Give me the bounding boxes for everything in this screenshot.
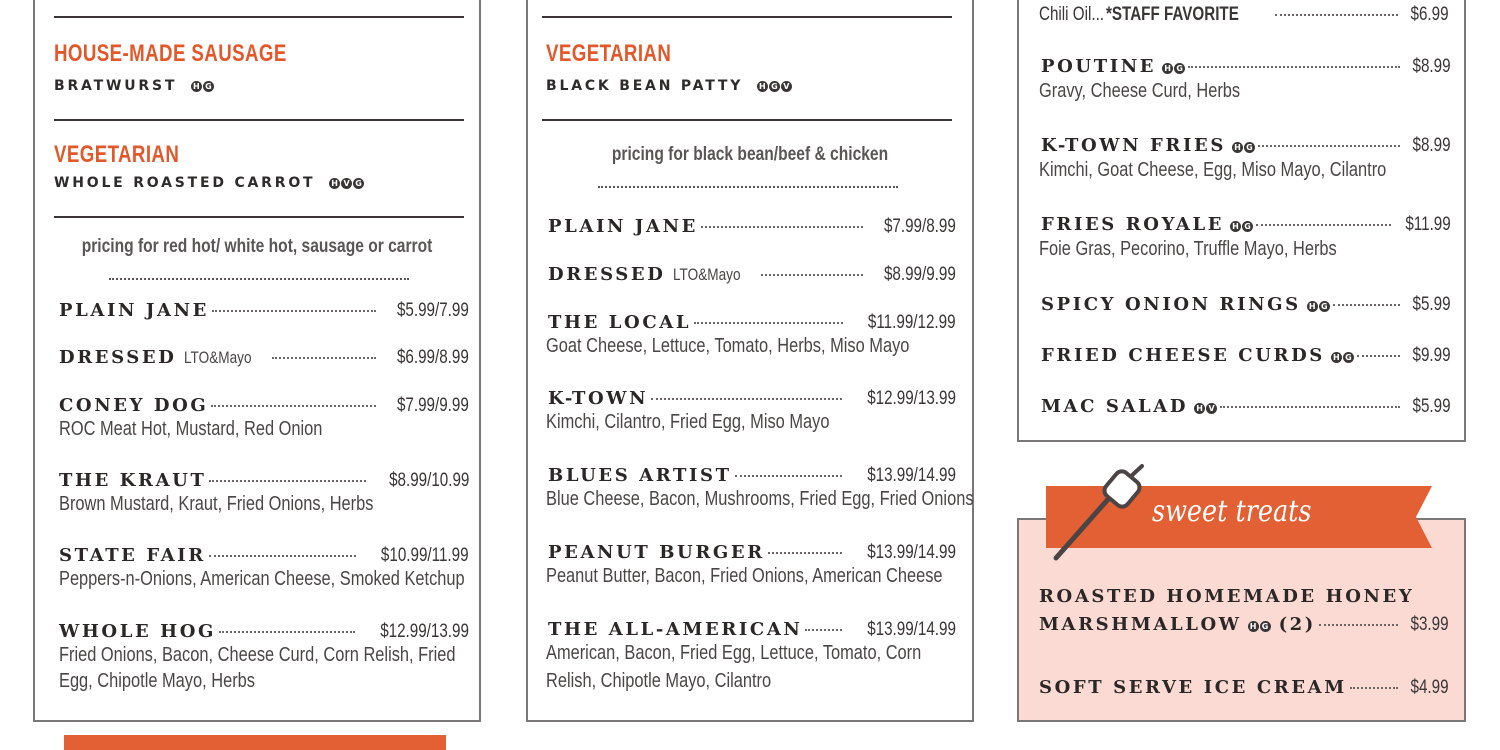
- item-description-tail: Chili Oil...: [1039, 4, 1105, 25]
- item-name: CONEY DOG: [59, 395, 209, 416]
- diet-badges: [1230, 221, 1253, 232]
- item-description: Blue Cheese, Bacon, Mushrooms, Fried Egg, Fried Onions: [546, 488, 974, 510]
- dot-leader: [735, 475, 842, 477]
- item-name: DRESSED: [59, 347, 177, 368]
- item-price: $13.99/14.99: [867, 542, 956, 563]
- item-description: Kimchi, Goat Cheese, Egg, Miso Mayo, Cilantro: [1039, 159, 1387, 181]
- item-description: Goat Cheese, Lettuce, Tomato, Herbs, Miso Mayo: [546, 335, 910, 357]
- diet-badge-icon: G: [1242, 221, 1253, 232]
- item-name: THE ALL-AMERICAN: [548, 619, 803, 640]
- menu-item: [59, 347, 469, 369]
- item-description: Gravy, Cheese Curd, Herbs: [1039, 80, 1241, 102]
- pricing-note: pricing for black bean/beef & chicken: [611, 144, 889, 165]
- menu-item: [1041, 345, 1451, 367]
- item-name: SPICY ONION RINGS: [1041, 294, 1301, 315]
- diet-badges: [1307, 301, 1330, 312]
- dot-leader: [768, 552, 842, 554]
- dotted-separator: [598, 186, 898, 188]
- dot-leader: [1220, 406, 1400, 408]
- item-price: $7.99/8.99: [884, 216, 956, 237]
- item-price: $13.99/14.99: [867, 619, 956, 640]
- dot-leader: [211, 405, 376, 407]
- veg-item-row: [546, 78, 792, 94]
- menu-item: [1041, 214, 1451, 236]
- item-description: Fried Onions, Bacon, Cheese Curd, Corn Relish, Fried: [59, 644, 456, 666]
- item-name: THE LOCAL: [548, 312, 692, 333]
- menu-item: [1039, 677, 1449, 699]
- item-name: SOFT SERVE ICE CREAM: [1039, 677, 1347, 698]
- diet-badges: [1162, 63, 1185, 74]
- category-title-vegetarian: VEGETARIAN: [546, 40, 672, 67]
- item-price: $6.99/8.99: [397, 347, 469, 368]
- divider: [542, 16, 952, 18]
- dot-leader: [209, 480, 365, 482]
- diet-badge-icon: V: [1206, 403, 1217, 414]
- diet-badge-icon: H: [329, 178, 340, 189]
- item-price: $11.99/12.99: [868, 312, 956, 333]
- veg-item-name: BLACK BEAN PATTY: [546, 78, 744, 94]
- item-note: LTO&Mayo: [673, 265, 741, 284]
- diet-badge-icon: G: [353, 178, 364, 189]
- item-price: $5.99/7.99: [397, 300, 469, 321]
- item-description-line2: Relish, Chipotle Mayo, Cilantro: [546, 670, 772, 692]
- veg-item-row: [54, 175, 364, 191]
- diet-badge-icon: G: [203, 81, 214, 92]
- item-name: MAC SALAD: [1041, 396, 1189, 417]
- item-price: $11.99: [1405, 214, 1451, 235]
- menu-item: [1041, 135, 1451, 157]
- category-title-vegetarian: VEGETARIAN: [54, 141, 180, 168]
- menu-item: [548, 465, 956, 487]
- diet-badge-icon: H: [1194, 403, 1205, 414]
- menu-item-continued: [1039, 4, 1449, 26]
- item-price: $8.99: [1412, 135, 1451, 156]
- item-name: POUTINE: [1041, 56, 1157, 77]
- dot-leader: [1258, 145, 1401, 147]
- section-banner-partial: [64, 735, 446, 750]
- dot-leader: [212, 310, 376, 312]
- veg-item-name: WHOLE ROASTED CARROT: [54, 175, 316, 191]
- item-name: THE KRAUT: [59, 470, 207, 491]
- dot-leader: [694, 322, 843, 324]
- item-name: FRIED CHEESE CURDS: [1041, 345, 1325, 366]
- menu-item: [1039, 614, 1449, 636]
- dot-leader: [1350, 687, 1399, 689]
- item-description-line2: Egg, Chipotle Mayo, Herbs: [59, 670, 255, 692]
- item-price: $8.99/9.99: [884, 264, 956, 285]
- diet-badge-icon: G: [1174, 63, 1185, 74]
- pricing-note: pricing for red hot/ white hot, sausage or carrot: [81, 236, 433, 257]
- item-description: Peppers-n-Onions, American Cheese, Smoked Ketchup: [59, 568, 465, 590]
- item-description: Brown Mustard, Kraut, Fried Onions, Herbs: [59, 493, 374, 515]
- diet-badges: [1232, 142, 1255, 153]
- divider: [54, 16, 464, 18]
- diet-badge-icon: V: [341, 178, 352, 189]
- menu-item: [59, 470, 469, 492]
- item-price: $9.99: [1412, 345, 1451, 366]
- menu-panel-burgers: [526, 0, 974, 722]
- diet-badge-icon: H: [1230, 221, 1241, 232]
- diet-badges: [1248, 621, 1271, 632]
- item-name: DRESSED: [548, 264, 666, 285]
- marshmallow-stick-icon: [1048, 460, 1148, 564]
- menu-item: [548, 312, 956, 334]
- item-description: American, Bacon, Fried Egg, Lettuce, Tomato, Corn: [546, 642, 922, 664]
- item-price: $4.99: [1410, 677, 1449, 698]
- item-price: $7.99/9.99: [397, 395, 469, 416]
- item-name: PEANUT BURGER: [548, 542, 765, 563]
- item-description: Peanut Butter, Bacon, Fried Onions, American Cheese: [546, 565, 943, 587]
- menu-item: [59, 300, 469, 322]
- dot-leader: [761, 274, 863, 276]
- diet-badge-icon: H: [1331, 352, 1342, 363]
- diet-badge-icon: V: [781, 81, 792, 92]
- diet-badge-icon: H: [1248, 621, 1259, 632]
- menu-item: [548, 216, 956, 238]
- item-quantity: (2): [1278, 614, 1316, 635]
- dot-leader: [1319, 624, 1399, 626]
- item-price: $3.99: [1410, 614, 1449, 635]
- menu-item: [59, 621, 469, 643]
- item-name-line2: MARSHMALLOW: [1039, 614, 1242, 635]
- dot-leader: [1256, 224, 1391, 226]
- item-price: $13.99/14.99: [867, 465, 956, 486]
- item-price: $12.99/13.99: [380, 621, 469, 642]
- item-price: $6.99: [1410, 4, 1449, 25]
- item-note: LTO&Mayo: [184, 348, 252, 367]
- diet-badge-icon: G: [1319, 301, 1330, 312]
- sausage-item-name: BRATWURST: [54, 78, 178, 94]
- divider: [54, 119, 464, 121]
- menu-item: [59, 545, 469, 567]
- menu-item: [548, 264, 956, 286]
- item-name: PLAIN JANE: [59, 300, 209, 321]
- menu-panel-sides: [1017, 0, 1466, 442]
- item-description: Kimchi, Cilantro, Fried Egg, Miso Mayo: [546, 411, 830, 433]
- dot-leader: [1333, 304, 1401, 306]
- dot-leader: [209, 555, 357, 557]
- diet-badges: [757, 81, 792, 92]
- section-title-sweet-treats: sweet treats: [1152, 494, 1312, 529]
- menu-panel-sausages: [33, 0, 481, 722]
- diet-badge-icon: G: [769, 81, 780, 92]
- sausage-item-row: [54, 78, 214, 94]
- diet-badge-icon: H: [1307, 301, 1318, 312]
- item-description: Foie Gras, Pecorino, Truffle Mayo, Herbs: [1039, 238, 1337, 260]
- dot-leader: [1357, 355, 1401, 357]
- divider: [54, 216, 464, 218]
- diet-badge-icon: G: [1244, 142, 1255, 153]
- item-description: ROC Meat Hot, Mustard, Red Onion: [59, 418, 323, 440]
- diet-badge-icon: H: [1232, 142, 1243, 153]
- menu-item: [548, 542, 956, 564]
- diet-badge-icon: H: [757, 81, 768, 92]
- item-name: STATE FAIR: [59, 545, 206, 566]
- menu-item: [1041, 396, 1451, 418]
- category-title-house-made-sausage: HOUSE-MADE SAUSAGE: [54, 40, 287, 67]
- item-name: K-TOWN: [548, 388, 649, 409]
- item-name: BLUES ARTIST: [548, 465, 732, 486]
- item-name: FRIES ROYALE: [1041, 214, 1225, 235]
- item-name: PLAIN JANE: [548, 216, 698, 237]
- dot-leader: [272, 357, 376, 359]
- dot-leader: [1188, 66, 1400, 68]
- divider: [542, 119, 952, 121]
- diet-badges: [1331, 352, 1354, 363]
- menu-item: [548, 388, 956, 410]
- menu-item: [1041, 56, 1451, 78]
- staff-favorite-label: *STAFF FAVORITE: [1106, 4, 1240, 25]
- menu-item: [59, 395, 469, 417]
- menu-item: [1039, 586, 1449, 607]
- item-price: $5.99: [1412, 294, 1451, 315]
- item-price: $12.99/13.99: [867, 388, 956, 409]
- dot-leader: [805, 629, 842, 631]
- diet-badge-icon: H: [1162, 63, 1173, 74]
- diet-badge-icon: H: [191, 81, 202, 92]
- dot-leader: [701, 226, 863, 228]
- diet-badges: [329, 178, 364, 189]
- item-price: $8.99/10.99: [388, 470, 469, 491]
- dotted-separator: [109, 278, 409, 280]
- diet-badges: [1194, 403, 1217, 414]
- item-name: ROASTED HOMEMADE HONEY: [1039, 586, 1415, 607]
- diet-badge-icon: G: [1343, 352, 1354, 363]
- item-name: WHOLE HOG: [59, 621, 217, 642]
- diet-badges: [191, 81, 214, 92]
- diet-badge-icon: G: [1260, 621, 1271, 632]
- dot-leader: [1275, 14, 1398, 16]
- item-price: $5.99: [1412, 396, 1451, 417]
- item-name: K-TOWN FRIES: [1041, 135, 1226, 156]
- dot-leader: [651, 398, 842, 400]
- menu-item: [1041, 294, 1451, 316]
- item-price: $10.99/11.99: [381, 545, 469, 566]
- menu-item: [548, 619, 956, 641]
- item-price: $8.99: [1412, 56, 1451, 77]
- dot-leader: [219, 631, 355, 633]
